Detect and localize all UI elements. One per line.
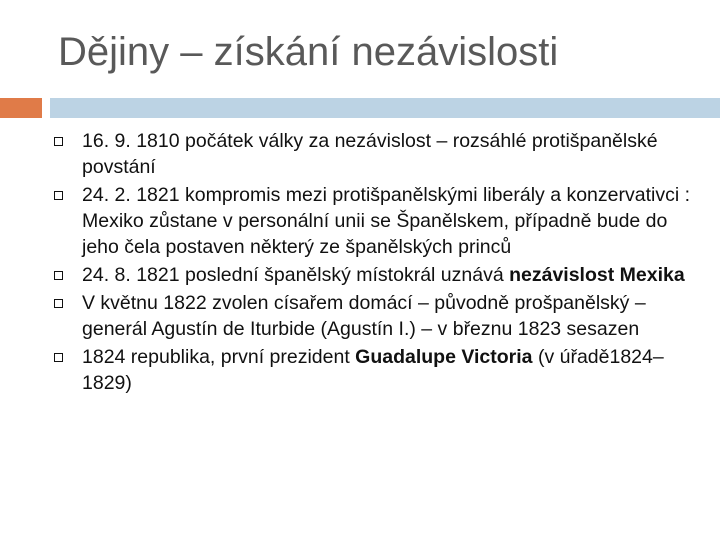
bullet-text: 1824 republika, první prezident <box>82 346 356 368</box>
title-rule-accent <box>0 98 42 118</box>
bullet-text: 24. 2. 1821 kompromis mezi protišpanělskými liberály a konzervativci : Mexiko zůstane v personální unii se Španělskem, případně bude do jeho čela postaven některý ze španělských princů <box>82 184 690 258</box>
square-bullet-icon <box>54 271 63 280</box>
square-bullet-icon <box>54 299 63 308</box>
bullet-item <box>52 182 692 260</box>
bullet-text-tail: (v úřadě1824–1829) <box>82 346 664 394</box>
bullet-list <box>52 128 692 398</box>
bullet-item <box>52 344 692 396</box>
bullet-item <box>52 290 692 342</box>
bullet-text: 16. 9. 1810 počátek války za nezávislost – rozsáhlé protišpanělské povstání <box>82 130 658 178</box>
slide-title: Dějiny – získání nezávislosti <box>58 30 559 74</box>
bullet-text: 24. 8. 1821 poslední španělský místokrál uznává <box>82 264 510 286</box>
bullet-item <box>52 128 692 180</box>
title-rule <box>50 98 720 118</box>
square-bullet-icon <box>54 191 63 200</box>
bullet-bold-text: Guadalupe Victoria <box>355 346 533 368</box>
square-bullet-icon <box>54 353 63 362</box>
bullet-text: V květnu 1822 zvolen císařem domácí – původně prošpanělský – generál Agustín de Iturbide (Agustín I.) – v březnu 1823 sesazen <box>82 292 646 340</box>
bullet-item <box>52 262 692 288</box>
square-bullet-icon <box>54 137 63 146</box>
bullet-bold-text: nezávislost Mexika <box>509 264 685 286</box>
